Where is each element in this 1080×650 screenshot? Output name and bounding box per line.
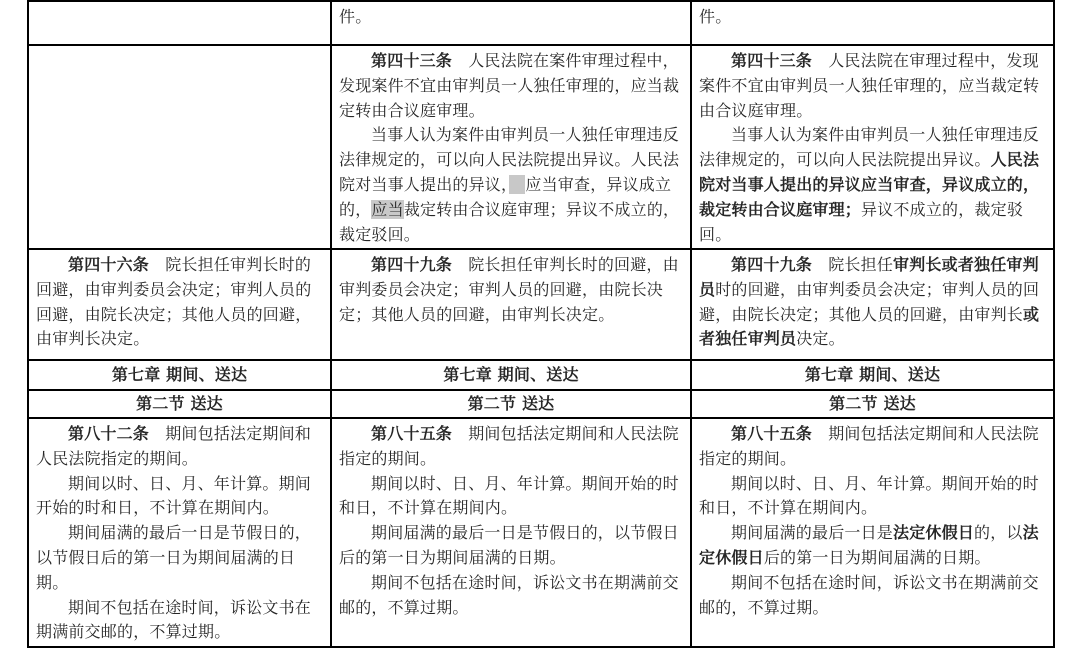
text-run: 期间以时、日、月、年计算。期间开始的时和日，不计算在期间内。 (699, 473, 1039, 518)
emphasis-run: 第四十九条 (731, 255, 813, 274)
text-run: 期间不包括在途时间，诉讼文书在期满前交邮的，不算过期。 (339, 572, 679, 617)
emphasis-run: 第四十九条 (371, 255, 453, 274)
text-run: 期间包括法定期间和人民法院指定的期间。 (36, 424, 312, 468)
table-body (28, 1, 1054, 647)
law-comparison-table (27, 0, 1055, 648)
paragraph (699, 123, 1046, 247)
paragraph (339, 571, 683, 621)
paragraph (696, 363, 1049, 388)
text-run: 院长担任审判长时的回避，由审判委员会决定；审判人员的回避，由院长决定；其他人员的回避，由审判长决定。 (36, 255, 312, 349)
paragraph (336, 392, 686, 417)
paragraph (339, 472, 683, 522)
table-cell (331, 45, 691, 249)
highlight-run: 应当 (371, 199, 404, 219)
text-run: 人民法院在案件审理过程中，发现案件不宜由审判员一人独任审理的，应当裁定转由合议庭审理。 (339, 51, 680, 120)
emphasis-run: 第八十五条 (731, 424, 813, 443)
paragraph (336, 363, 686, 388)
paragraph (696, 392, 1049, 417)
text-run: 期间不包括在途时间，诉讼文书在期满前交邮的，不算过期。 (36, 597, 312, 642)
emphasis-run: 第七章 期间、送达 (804, 364, 941, 384)
text-run: 人民法院在审理过程中，发现案件不宜由审判员一人独任审理的，应当裁定转由合议庭审理。 (699, 51, 1040, 120)
paragraph (699, 472, 1046, 522)
emphasis-run: 第八十二条 (68, 424, 150, 443)
emphasis-run: 法定休假日 (699, 523, 1039, 567)
table-cell (28, 360, 331, 390)
paragraph (339, 49, 683, 123)
table-cell (691, 45, 1054, 249)
table-row (28, 390, 1054, 418)
paragraph (699, 521, 1046, 571)
paragraph (36, 253, 323, 352)
paragraph (36, 521, 323, 595)
emphasis-run: 第二节 送达 (467, 393, 555, 413)
paragraph (339, 422, 683, 472)
table-row (28, 418, 1054, 647)
table-cell (331, 418, 691, 647)
paragraph (339, 5, 683, 30)
paragraph (33, 363, 326, 388)
text-run: 期间届满的最后一日是 (731, 523, 894, 543)
emphasis-run: 人民法院对当事人提出的异议应当审查，异议成立的，裁定转由合议庭审理； (699, 150, 1040, 219)
emphasis-run: 第七章 期间、送达 (443, 364, 579, 384)
emphasis-run: 第二节 送达 (829, 393, 916, 413)
emphasis-run: 第八十五条 (371, 424, 453, 443)
emphasis-run: 第七章 期间、送达 (111, 364, 248, 384)
highlight-run (509, 175, 525, 194)
text-run: 院长担任 (812, 255, 894, 274)
text-run: 期间包括法定期间和人民法院指定的期间。 (339, 424, 679, 468)
paragraph (36, 596, 323, 646)
table-cell (28, 249, 331, 360)
text-run: 期间不包括在途时间，诉讼文书在期满前交邮的，不算过期。 (699, 572, 1039, 617)
table-row (28, 249, 1054, 360)
table-cell (28, 1, 331, 45)
emphasis-run: 第四十三条 (731, 51, 813, 70)
emphasis-run: 或者独任审判员 (699, 304, 1040, 349)
table-cell (691, 418, 1054, 647)
table-cell (28, 45, 331, 249)
paragraph (36, 472, 323, 522)
text-run: 期间以时、日、月、年计算。期间开始的时和日，不计算在期间内。 (339, 473, 679, 518)
table-cell (331, 360, 691, 390)
table-row (28, 1, 1054, 45)
table-row (28, 45, 1054, 249)
text-run: 的，以 (974, 523, 1023, 543)
table-cell (691, 1, 1054, 45)
text-run: 件。 (339, 7, 372, 26)
table-cell (331, 249, 691, 360)
text-run: 异议不成立的，裁定驳回。 (699, 199, 1024, 244)
text-run: 裁定转由合议庭审理；异议不成立的，裁定驳回。 (339, 199, 680, 244)
text-run: 决定。 (796, 329, 845, 349)
text-run: 期间届满的最后一日是节假日的，以节假日后的第一日为期间届满的日期。 (36, 523, 312, 592)
paragraph (33, 392, 326, 417)
text-run: 当事人认为案件由审判员一人独任审理违反法律规定的，可以向人民法院提出异议。人民法院对当事人提出的异议， (339, 125, 680, 194)
paragraph (699, 49, 1046, 123)
paragraph (339, 253, 683, 327)
paragraph (699, 422, 1046, 472)
text-run: 件。 (699, 7, 732, 26)
paragraph (699, 253, 1046, 352)
text-run: 后的第一日为期间届满的日期。 (763, 547, 991, 567)
paragraph (699, 571, 1046, 621)
paragraph (339, 123, 683, 247)
table-cell (691, 360, 1054, 390)
emphasis-run: 第二节 送达 (136, 393, 223, 413)
table-cell (28, 390, 331, 418)
text-run: 当事人认为案件由审判员一人独任审理违反法律规定的，可以向人民法院提出异议。 (699, 125, 1039, 170)
text-run: 时的回避，由审判委员会决定；审判人员的回避，由院长决定；其他人员的回避，由审判长 (699, 279, 1040, 324)
table-cell (331, 1, 691, 45)
text-run: 期间包括法定期间和人民法院指定的期间。 (699, 424, 1039, 468)
emphasis-run: 审判长或者独任审判员 (699, 255, 1039, 299)
text-run: 应当审查，异议成立的， (339, 174, 672, 219)
emphasis-run: 第四十三条 (371, 51, 453, 70)
paragraph (36, 422, 323, 472)
paragraph (339, 521, 683, 571)
text-run: 期间以时、日、月、年计算。期间开始的时和日，不计算在期间内。 (36, 473, 312, 518)
text-run: 院长担任审判长时的回避，由审判委员会决定；审判人员的回避，由院长决定；其他人员的回避，由审判长决定。 (339, 255, 679, 324)
emphasis-run: 第四十六条 (68, 255, 150, 274)
table-cell (691, 249, 1054, 360)
table-cell (331, 390, 691, 418)
table-cell (28, 418, 331, 647)
table-cell (691, 390, 1054, 418)
table-row (28, 360, 1054, 390)
paragraph (699, 5, 1046, 30)
emphasis-run: 法定休假日 (893, 523, 975, 543)
text-run: 期间届满的最后一日是节假日的，以节假日后的第一日为期间届满的日期。 (339, 523, 679, 567)
